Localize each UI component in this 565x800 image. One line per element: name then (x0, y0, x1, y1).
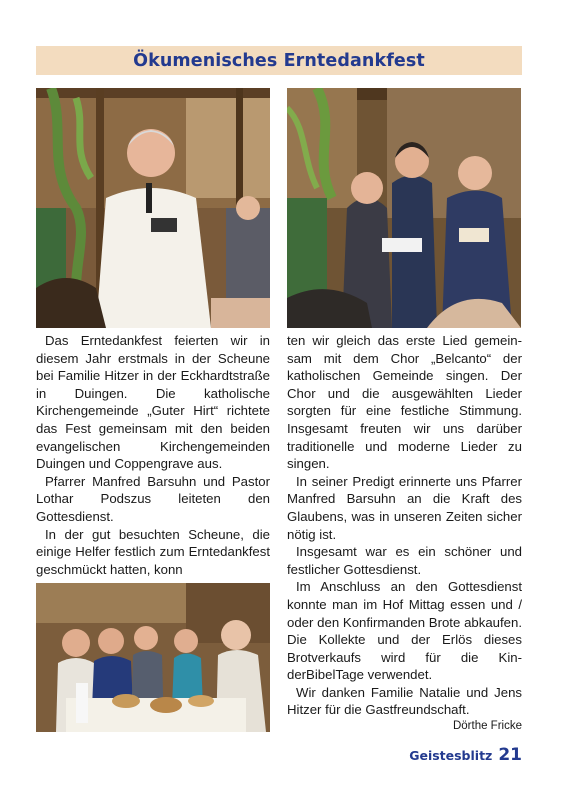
paragraph: In seiner Predigt erinnerte uns Pfarrer Manfred Barsuhn an die Kraft des Glaubens, was in unseren Zeiten sicher nötig ist. (287, 473, 522, 542)
article-column-right (287, 332, 522, 719)
title-banner (36, 46, 522, 75)
page-footer (409, 745, 522, 765)
photo-bread-sale (36, 583, 270, 732)
paragraph: Insgesamt war es ein schöner und festlicher Gottesdienst. (287, 544, 522, 577)
paragraph: ten wir gleich das erste Lied gemeinsam mit dem Chor „Belcanto“ der katholischen Gemeinde singen. Der Chor und die ausgewählten Lieder sorgten für eine festliche Stimmung. Insgesamt freuten wir uns darüber traditionelle und moderne Lieder zu singen. (287, 333, 522, 472)
magazine-name: Geistesblitz (409, 748, 493, 763)
page-number: 21 (498, 745, 522, 765)
paragraph: Das Erntedankfest feierten wir in diesem Jahr erstmals in der Scheune bei Familie Hitzer in der Eckhardtstraße in Duingen. Die katholische Kirchengemeinde „Guter Hirt“ richtete das Fest gemeinsam mit den beiden evangelischen Kirchengemeinden Duingen und Coppengrave aus. (36, 333, 270, 472)
paragraph: Im Anschluss an den Gottesdienst konnte man im Hof Mittag essen und / oder den Konfirmanden Brote abkaufen. Die Kollekte und der Erlös dieses Brotverkaufs wird für die KinderBibelTage verwendet. (287, 579, 522, 683)
photo-priest-speaking (36, 88, 270, 328)
paragraph: In der gut besuchten Scheune, die einige Helfer festlich zum Erntedankfest geschmückt hatten, konn (36, 526, 270, 577)
paragraph: Pfarrer Manfred Barsuhn und Pastor Lothar Podszus leiteten den Gottesdienst. (36, 473, 270, 524)
article-title: Ökumenisches Erntedankfest (133, 50, 425, 71)
paragraph: Wir danken Familie Natalie und Jens Hitzer für die Gastfreundschaft. (287, 684, 522, 718)
author-signature: Dörthe Fricke (452, 720, 522, 732)
article-column-left (36, 332, 270, 578)
photo-choir-singing (287, 88, 521, 328)
